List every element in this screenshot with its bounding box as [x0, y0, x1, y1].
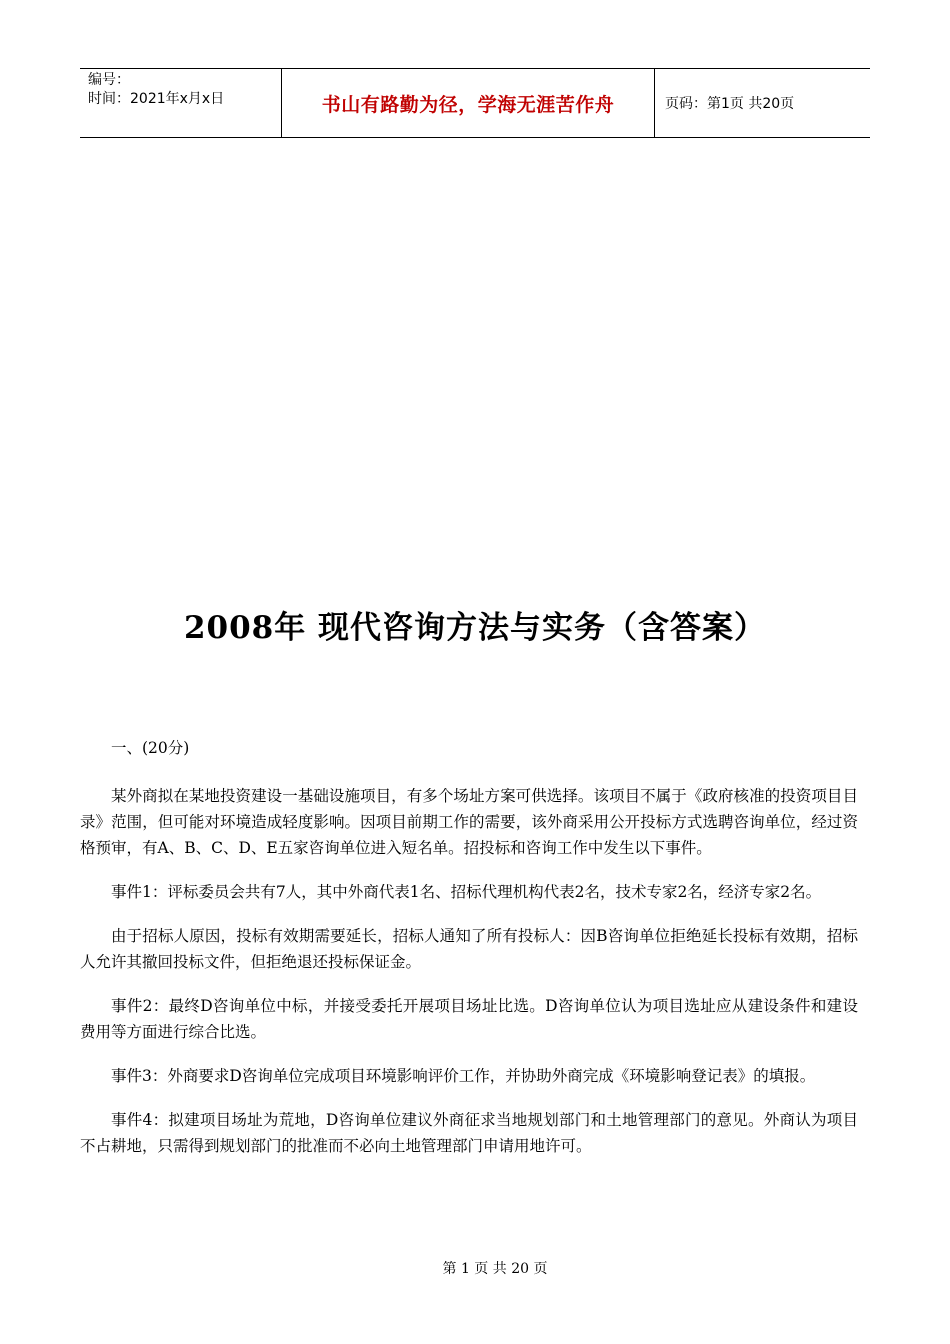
time-label: 时间：2021年x月x日	[88, 91, 225, 107]
section-heading: 一、(20分)	[111, 739, 190, 757]
page-info-cell	[655, 69, 870, 137]
motto-text: 书山有路勤为径，学海无涯苦作舟	[321, 93, 615, 116]
number-label: 编号：	[88, 72, 130, 88]
document-header	[80, 68, 870, 138]
header-meta-cell	[80, 69, 282, 137]
paragraph-event-4: 事件4：拟建项目场址为荒地，D咨询单位建议外商征求当地规划部门和土地管理部门的意见。外商认为项目不占耕地，只需得到规划部门的批准而不必向土地管理部门申请用地许可。	[80, 1111, 858, 1155]
document-title: 2008年 现代咨询方法与实务（含答案）	[183, 610, 767, 646]
paragraph-intro: 某外商拟在某地投资建设一基础设施项目，有多个场址方案可供选择。该项目不属于《政府核准的投资项目目录》范围，但可能对环境造成轻度影响。因项目前期工作的需要，该外商采用公开投标方式选聘咨询单位，经过资格预审，有A、B、C、D、E五家咨询单位进入短名单。招投标和咨询工作中发生以下事件。	[80, 787, 858, 857]
page-footer: 第 1 页 共 20 页	[442, 1261, 548, 1277]
paragraph-event-2: 事件2：最终D咨询单位中标，并接受委托开展项目场址比选。D咨询单位认为项目选址应从建设条件和建设费用等方面进行综合比选。	[80, 997, 858, 1041]
paragraph-event-1: 事件1：评标委员会共有7人，其中外商代表1名、招标代理机构代表2名，技术专家2名，经济专家2名。	[111, 883, 822, 901]
page-info-text: 页码：第1页 共20页	[665, 96, 795, 112]
motto-cell	[282, 69, 655, 137]
paragraph-bid-validity: 由于招标人原因，投标有效期需要延长，招标人通知了所有投标人：因B咨询单位拒绝延长投标有效期，招标人允许其撤回投标文件，但拒绝退还投标保证金。	[80, 927, 858, 971]
document-body	[80, 735, 858, 1177]
paragraph-event-3: 事件3：外商要求D咨询单位完成项目环境影响评价工作，并协助外商完成《环境影响登记表》的填报。	[111, 1067, 816, 1085]
